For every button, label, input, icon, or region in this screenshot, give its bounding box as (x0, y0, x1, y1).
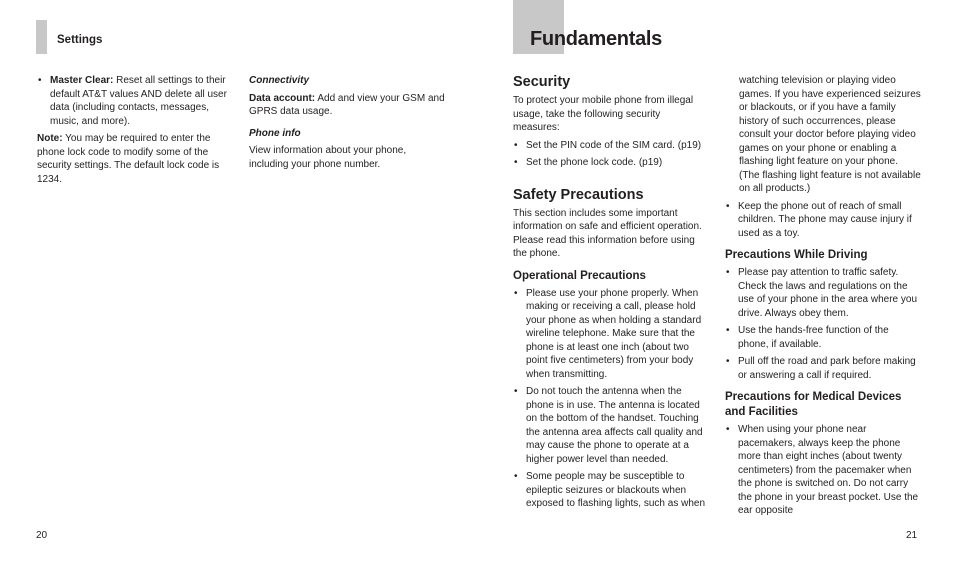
master-clear-label: Master Clear: (50, 75, 114, 86)
medical-item: • When using your phone near pacemakers, always keep the phone more than eight inches (about twenty centimeters) from the pacemaker when the phone is switched on. Do not carry the phone in your breast pocket. Use the ear opposite (725, 423, 921, 518)
medical-list (725, 423, 921, 518)
security-list (513, 139, 705, 170)
left-header-tab (36, 20, 47, 54)
master-clear-text: Reset all settings to their default AT&T values AND delete all user data (including contacts, messages, music, and more). (50, 75, 227, 127)
left-column-1 (37, 74, 227, 190)
driving-heading: Precautions While Driving (725, 249, 868, 261)
phone-info-heading: Phone info (249, 127, 301, 139)
note-paragraph (37, 132, 227, 186)
security-heading: Security (513, 74, 571, 90)
right-page-number: 21 (906, 530, 918, 541)
safety-heading: Safety Precautions (513, 186, 644, 203)
data-account-paragraph (249, 92, 449, 119)
left-page-header: Settings (57, 34, 103, 46)
phone-info-text: View information about your phone, including your phone number. (249, 145, 407, 170)
security-item: • Set the phone lock code. (p19) (513, 156, 705, 170)
operational-heading: Operational Precautions (513, 269, 646, 282)
driving-item: • Please pay attention to traffic safety. Check the laws and regulations on the use of your phone in the area where you drive. Always obey them. (725, 266, 921, 320)
note-text: You may be required to enter the phone lock code to modify some of the security settings. The default lock code is 1234. (37, 133, 220, 185)
data-account-text: Add and view your GSM and GPRS data usage. (249, 92, 445, 117)
right-column-1 (513, 73, 705, 515)
continued-item: • Keep the phone out of reach of small children. The phone may cause injury if used as a toy. (725, 200, 921, 241)
driving-item: • Use the hands-free function of the phone, if available. (725, 324, 921, 351)
right-column-2 (725, 74, 921, 522)
continued-list (725, 200, 921, 241)
medical-heading: Precautions for Medical Devices and Facilities (725, 391, 902, 418)
data-account-label: Data account: (249, 92, 316, 104)
right-page-header: Fundamentals (530, 28, 662, 50)
operational-item: • Please use your phone properly. When making or receiving a call, please hold your phone as when holding a standard wireline telephone. Make sure that the phone is at least one inch (about two point five centimeters) from your body when transmitting. (513, 287, 705, 382)
driving-item: • Pull off the road and park before making or answering a call if required. (725, 355, 921, 382)
note-label: Note: (37, 133, 63, 144)
master-clear-item (37, 74, 227, 128)
operational-list (513, 287, 705, 511)
left-page-number: 20 (36, 530, 48, 541)
connectivity-heading: Connectivity (249, 75, 310, 86)
driving-list (725, 266, 921, 382)
security-item: • Set the PIN code of the SIM card. (p19) (513, 139, 705, 153)
operational-item: • Some people may be susceptible to epileptic seizures or blackouts when exposed to flashing lights, such as when (513, 470, 705, 511)
security-intro: To protect your mobile phone from illegal usage, take the following security measures: (513, 95, 694, 133)
operational-item: • Do not touch the antenna when the phone is in use. The antenna is located on the bottom of the handset. Touching the antenna area affects call quality and may cause the phone to operate at a higher power level than needed. (513, 385, 705, 466)
safety-intro: This section includes some important information on safe and efficient operation. Please read this information before using the phone. (513, 207, 702, 259)
continued-text: watching television or playing video games. If you have experienced seizures or blackouts, or if you have a family history of such occurrences, please consult your doctor before playing video games on your phone or enabling a flashing light feature on your phone. (The flashing light feature is not available on all products.) (739, 75, 921, 194)
left-column-2 (249, 74, 449, 175)
